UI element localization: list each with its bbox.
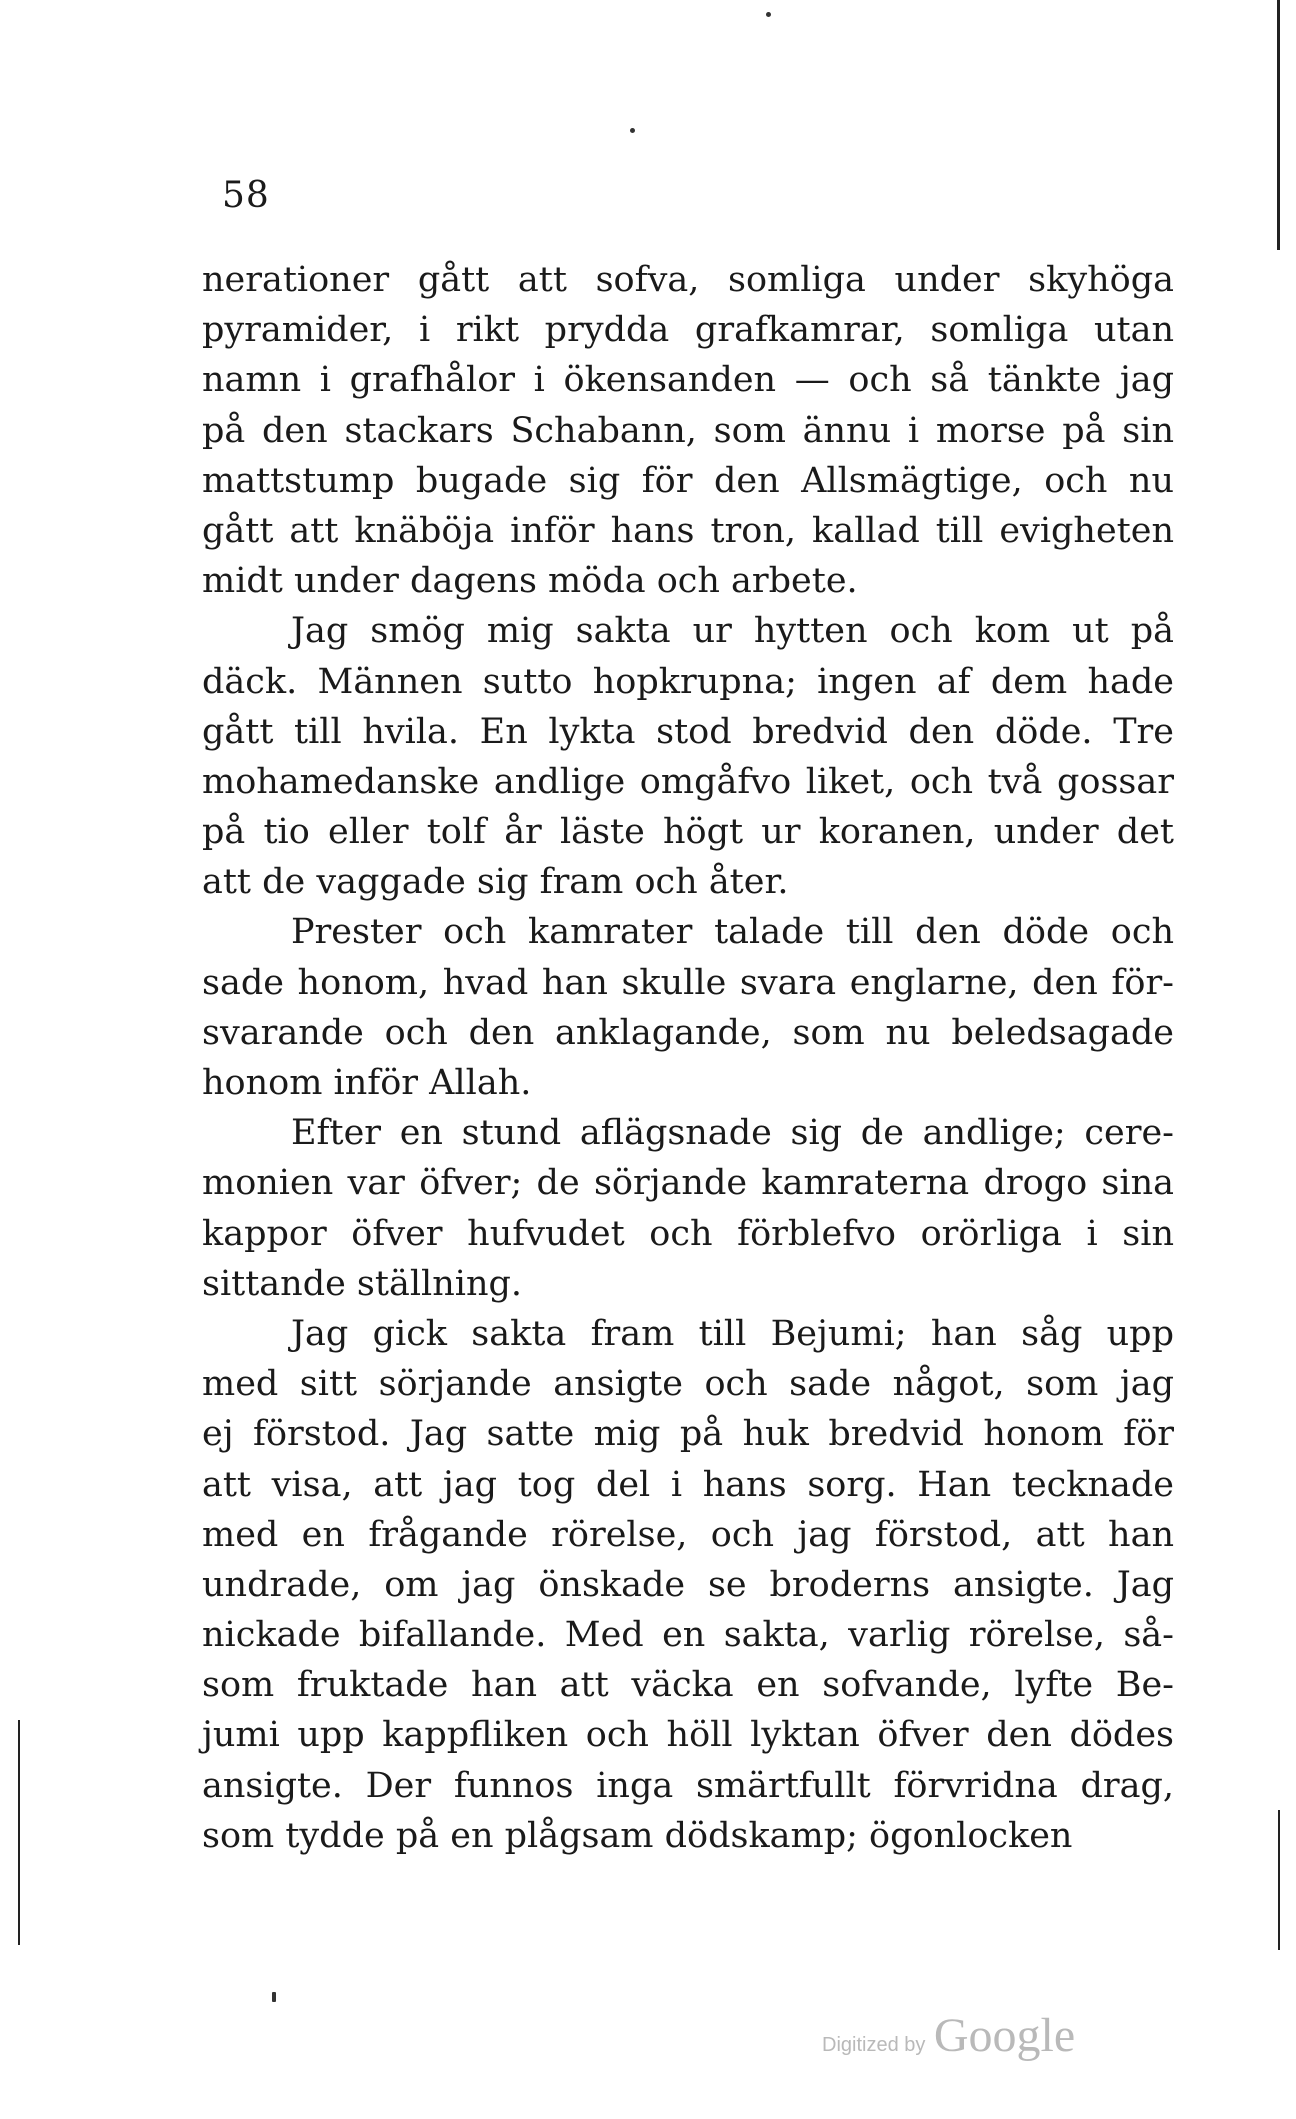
text-line: Prester och kamrater talade till den döde och	[291, 912, 1174, 953]
scan-edge-line	[1277, 0, 1280, 250]
text-line: Jag smög mig sakta ur hytten och kom ut på	[291, 611, 1174, 652]
text-line: nerationer gått att sofva, somliga under skyhöga	[202, 260, 1174, 300]
text-line: med sitt sörjande ansigte och sade något, som jag	[202, 1364, 1174, 1405]
scan-edge-line	[18, 1720, 20, 1945]
paragraph	[202, 1108, 1174, 1309]
text-line: med en frågande rörelse, och jag förstod, att han	[202, 1514, 1174, 1555]
body-text	[202, 255, 1174, 1861]
ink-speck	[630, 128, 635, 133]
paragraph	[202, 606, 1174, 907]
watermark-brand-logo: Google	[933, 2009, 1076, 2062]
text-line: Jag gick sakta fram till Bejumi; han såg upp	[291, 1313, 1174, 1354]
scan-edge-line	[1278, 1810, 1280, 1950]
text-line: sittande ställning.	[202, 1263, 523, 1304]
text-line: på tio eller tolf år läste högt ur koranen, under det	[202, 812, 1174, 853]
text-line: däck. Männen sutto hopkrupna; ingen af dem hade	[202, 661, 1174, 702]
text-line: gått att knäböja inför hans tron, kallad till evigheten	[202, 510, 1174, 551]
text-line: monien var öfver; de sörjande kamraterna drogo sina	[202, 1163, 1174, 1204]
text-line: som fruktade han att väcka en sofvande, lyfte Be-	[202, 1665, 1174, 1706]
paragraph	[202, 255, 1174, 606]
page-number: 58	[222, 175, 270, 216]
text-line: mattstump bugade sig för den Allsmägtige, och nu	[202, 460, 1174, 501]
text-line: ansigte. Der funnos inga smärtfullt förvridna drag,	[202, 1765, 1174, 1806]
text-line: honom inför Allah.	[202, 1063, 532, 1103]
text-line: midt under dagens möda och arbete.	[202, 561, 858, 602]
ink-speck	[766, 12, 771, 17]
text-line: gått till hvila. En lykta stod bredvid den döde. Tre	[202, 711, 1174, 752]
text-line: att de vaggade sig fram och åter.	[202, 862, 789, 903]
text-line: nickade bifallande. Med en sakta, varlig rörelse, så-	[202, 1615, 1174, 1656]
ink-speck	[272, 1992, 276, 2002]
watermark-prefix: Digitized by	[822, 2034, 926, 2056]
paragraph	[202, 907, 1174, 1108]
text-line: ej förstod. Jag satte mig på huk bredvid honom för	[202, 1414, 1174, 1455]
text-line: som tydde på en plågsam dödskamp; ögonlocken	[202, 1815, 1073, 1856]
text-line: namn i grafhålor i ökensanden — och så tänkte jag	[202, 360, 1174, 401]
text-line: jumi upp kappfliken och höll lyktan öfver den dödes	[202, 1715, 1174, 1756]
text-line: sade honom, hvad han skulle svara englarne, den för-	[202, 962, 1174, 1003]
text-line: svarande och den anklagande, som nu beledsagade	[202, 1012, 1174, 1053]
text-line: mohamedanske andlige omgåfvo liket, och två gossar	[202, 761, 1174, 802]
text-line: att visa, att jag tog del i hans sorg. Han tecknade	[202, 1464, 1174, 1505]
digitized-watermark	[822, 2008, 1075, 2063]
text-line: Efter en stund aflägsnade sig de andlige; cere-	[291, 1113, 1174, 1154]
text-line: kappor öfver hufvudet och förblefvo orörliga i sin	[202, 1213, 1174, 1254]
text-line: pyramider, i rikt prydda grafkamrar, somliga utan	[202, 310, 1174, 351]
paragraph	[202, 1309, 1174, 1861]
text-line: undrade, om jag önskade se broderns ansigte. Jag	[202, 1564, 1174, 1605]
text-line: på den stackars Schabann, som ännu i morse på sin	[202, 410, 1174, 451]
